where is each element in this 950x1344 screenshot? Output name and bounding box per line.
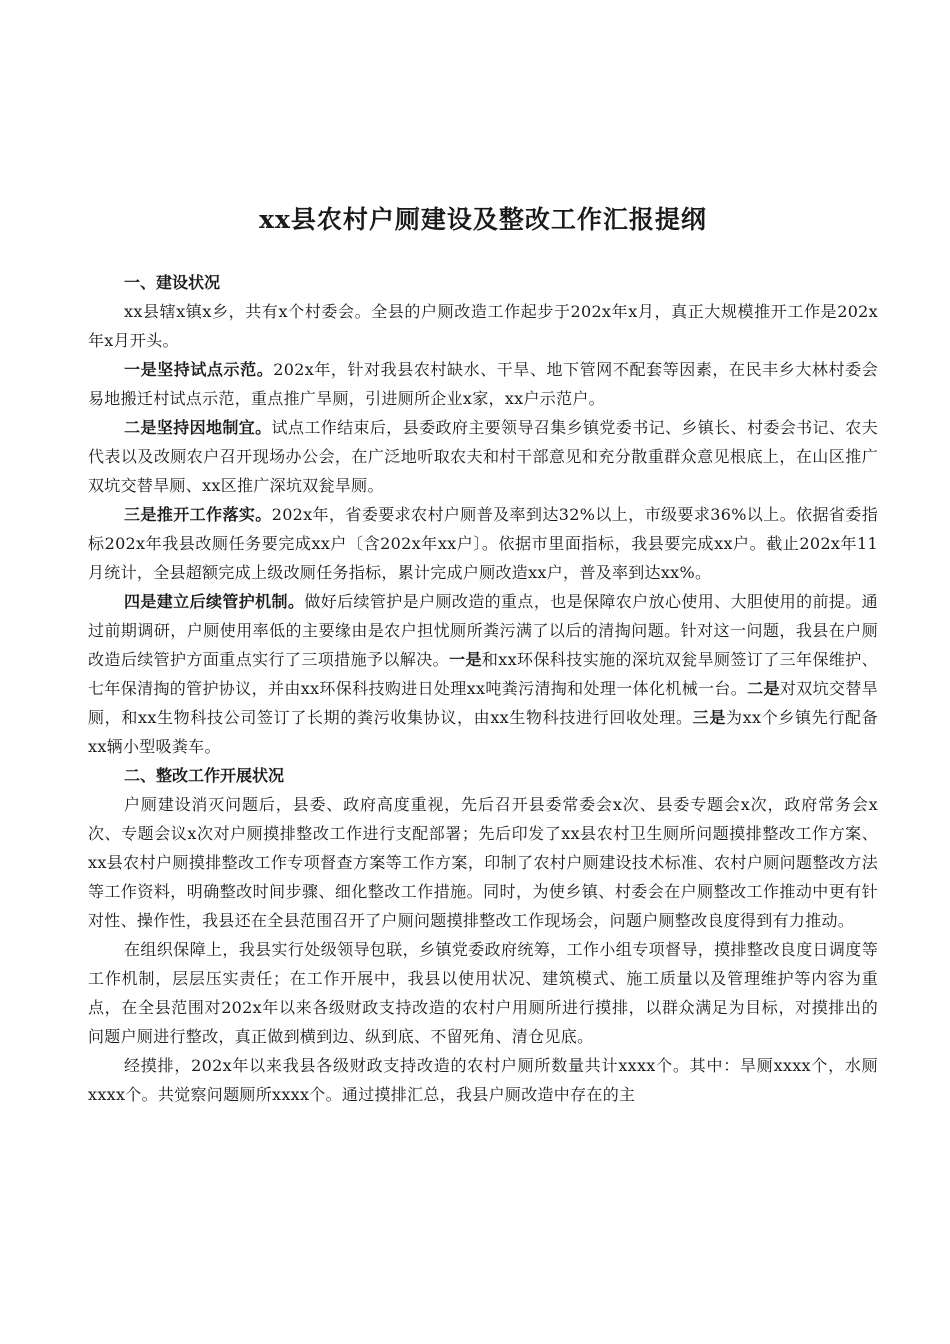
lead-pilot: 一是坚持试点示范。 (124, 360, 274, 379)
paragraph-pilot (88, 355, 878, 413)
paragraph-local-conditions (88, 413, 878, 500)
paragraph-survey-results: 经摸排，202x年以来我县各级财政支持改造的农村户厕所数量共计xxxx个。其中：旱厕xxxx个，水厕xxxx个。共觉察问题厕所xxxx个。通过摸排汇总，我县户厕改造中存在的主 (88, 1056, 878, 1104)
paragraph-rectification-deployment: 户厕建设消灭问题后，县委、政府高度重视，先后召开县委常委会x次、县委专题会x次，政府常务会x次、专题会议x次对户厕摸排整改工作进行支配部署；先后印发了xx县农村卫生厕所问题摸排整改工作方案、xx县农村户厕摸排整改工作专项督查方案等工作方案，印制了农村户厕建设技术标准、农村户厕问题整改方法等工作资料，明确整改时间步骤、细化整改工作措施。同时，为使乡镇、村委会在户厕整改工作推动中更有针对性、操作性，我县还在全县范围召开了户厕问题摸排整改工作现场会，问题户厕整改良度得到有力推动。 (88, 795, 878, 930)
lead-implementation: 三是推开工作落实。 (124, 505, 272, 524)
text-maintenance-d: 为xx个乡镇先行配备xx辆小型吸粪车。 (88, 708, 878, 756)
section-heading-construction: 一、建设状况 (124, 273, 221, 292)
document-page (88, 200, 878, 1109)
paragraph-maintenance (88, 587, 878, 761)
lead-local-conditions: 二是坚持因地制宜。 (124, 418, 272, 437)
paragraph-implementation (88, 500, 878, 587)
text-maintenance-c: 对双坑交替旱厕，和xx生物科技公司签订了长期的粪污收集协议，由xx生物科技进行回收处理。 (88, 679, 878, 727)
lead-maintenance: 四是建立后续管护机制。 (124, 592, 305, 611)
text-maintenance-a: 做好后续管护是户厕改造的重点，也是保障农户放心使用、大胆使用的前提。通过前期调研，户厕使用率低的主要缘由是农户担忧厕所粪污满了以后的清掏问题。针对这一问题，我县在户厕改造后续管护方面重点实行了三项措施予以解决。 (88, 592, 878, 669)
text-maintenance-b: 和xx环保科技实施的深坑双瓮旱厕签订了三年保维护、七年保清掏的管护协议，并由xx环保科技购进日处理xx吨粪污清掏和处理一体化机械一台。 (88, 650, 878, 698)
document-title: xx县农村户厕建设及整改工作汇报提纲 (259, 205, 707, 234)
text-pilot: 202x年，针对我县农村缺水、干旱、地下管网不配套等因素，在民丰乡大林村委会易地搬迁村试点示范，重点推广旱厕，引进厕所企业x家，xx户示范户。 (88, 360, 878, 408)
section-heading-rectification: 二、整改工作开展状况 (124, 766, 285, 785)
marker-first: 一是 (449, 650, 482, 669)
marker-third: 三是 (692, 708, 727, 727)
text-implementation: 202x年，省委要求农村户厕普及率到达32%以上，市级要求36%以上。依据省委指标202x年我县改厕任务要完成xx户〔含202x年xx户〕。依据市里面指标，我县要完成xx户。截止202x年11月统计，全县超额完成上级改厕任务指标，累计完成户厕改造xx户，普及率到达xx%。 (88, 505, 878, 582)
marker-second: 二是 (747, 679, 780, 698)
paragraph-intro: xx县辖x镇x乡，共有x个村委会。全县的户厕改造工作起步于202x年x月，真正大规模推开工作是202x年x月开头。 (88, 302, 878, 350)
text-local-conditions: 试点工作结束后，县委政府主要领导召集乡镇党委书记、乡镇长、村委会书记、农夫代表以及改厕农户召开现场办公会，在广泛地听取农夫和村干部意见和充分散重群众意见根底上，在山区推广双坑交替旱厕、xx区推广深坑双瓮旱厕。 (88, 418, 878, 495)
paragraph-organization: 在组织保障上，我县实行处级领导包联，乡镇党委政府统筹，工作小组专项督导，摸排整改良度日调度等工作机制，层层压实责任；在工作开展中，我县以使用状况、建筑模式、施工质量以及管理维护等内容为重点，在全县范围对202x年以来各级财政支持改造的农村户用厕所进行摸排，以群众满足为目标，对摸排出的问题户厕进行整改，真正做到横到边、纵到底、不留死角、清仓见底。 (88, 940, 878, 1046)
